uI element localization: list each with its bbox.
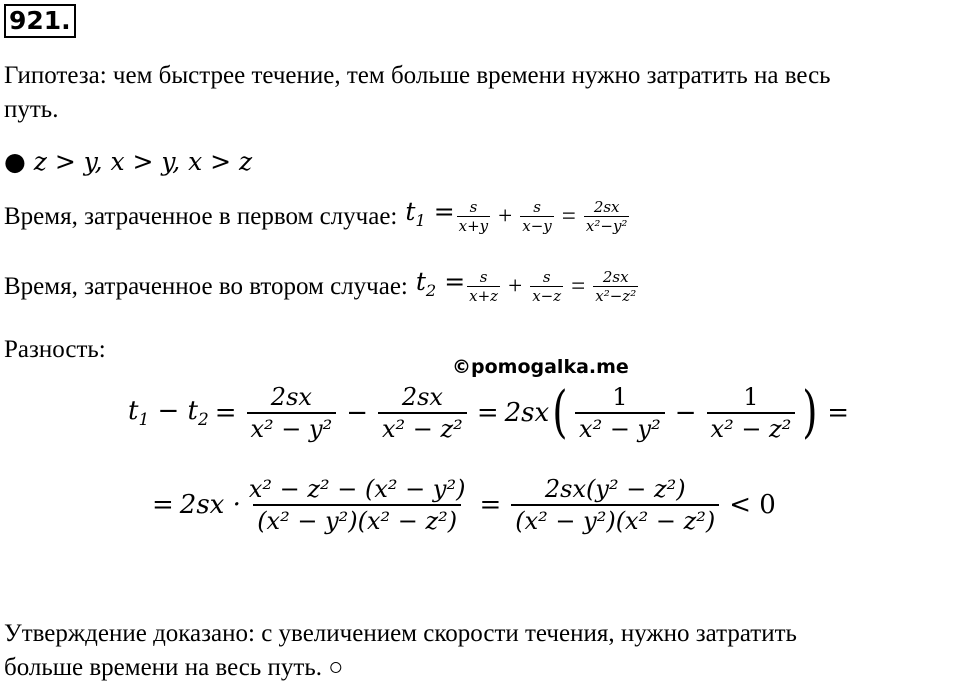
- case1-row: Время, затраченное в первом случае: $t_1$ = $\frac{s}{x+y}$ + $\frac{s}{x-y}$ = $\frac{2sx}{\text{x²−y²}}$: [4, 197, 628, 235]
- t2-formula: $t_2$ =: [415, 267, 466, 300]
- frac-s-over-x-minus-y: $\frac{s}{x-y}$: [522, 198, 552, 235]
- hypothesis-line-1: Гипотеза: чем быстрее течение, тем больше времени нужно затратить на весь: [4, 62, 831, 89]
- frac-s-over-x-plus-y: $\frac{s}{x+y}$: [458, 198, 489, 235]
- frac-2sx-over-diff-y: $\frac{2sx}{\text{x²−y²}}$: [585, 198, 628, 235]
- conditions: ● z > y, x > y, x > z: [4, 147, 253, 176]
- conclusion-line-2: больше времени на весь путь. ○: [4, 654, 344, 681]
- difference-label: Разность:: [4, 336, 106, 363]
- difference-equation-line-2: = 2sx · $\frac{\text{x² − z² − (x² − y²)}}{\text{(x² − y²)(x² − z²)}}$ = $\frac{\text{2sx(y² − z²)}}{\text{(x² − y²)(x² − z²)}}$ < 0: [152, 475, 776, 535]
- watermark: ©pomogalka.me: [452, 356, 629, 378]
- difference-equation-line-1: $t_1 - t_2$ = $\frac{2sx}{\text{x² − y²}}$ − $\frac{2sx}{\text{x² − z²}}$ = 2sx ( 1 x² − y² − $\frac{1}{\text{x² − z²}}$ ) =: [128, 380, 849, 445]
- case1-label: Время, затраченное в первом случае:: [4, 202, 398, 230]
- frac-s-over-x-minus-z: $\frac{s}{x-z}$: [532, 268, 562, 305]
- frac-s-over-x-plus-z: $\frac{s}{x+z}$: [469, 268, 499, 305]
- t1-formula: $t_1$ =: [405, 197, 455, 230]
- case2-label: Время, затраченное во втором случае:: [4, 272, 408, 300]
- conclusion-line-1: Утверждение доказано: с увеличением скорости течения, нужно затратить: [4, 620, 797, 647]
- problem-number: 921.: [4, 4, 76, 38]
- case2-row: Время, затраченное во втором случае: $t_2$ = $\frac{s}{x+z}$ + $\frac{s}{x-z}$ = $\frac{2sx}{\text{x²−z²}}$: [4, 267, 637, 305]
- hypothesis-line-2: путь.: [4, 96, 59, 123]
- frac-2sx-over-diff-z: $\frac{2sx}{\text{x²−z²}}$: [595, 268, 637, 305]
